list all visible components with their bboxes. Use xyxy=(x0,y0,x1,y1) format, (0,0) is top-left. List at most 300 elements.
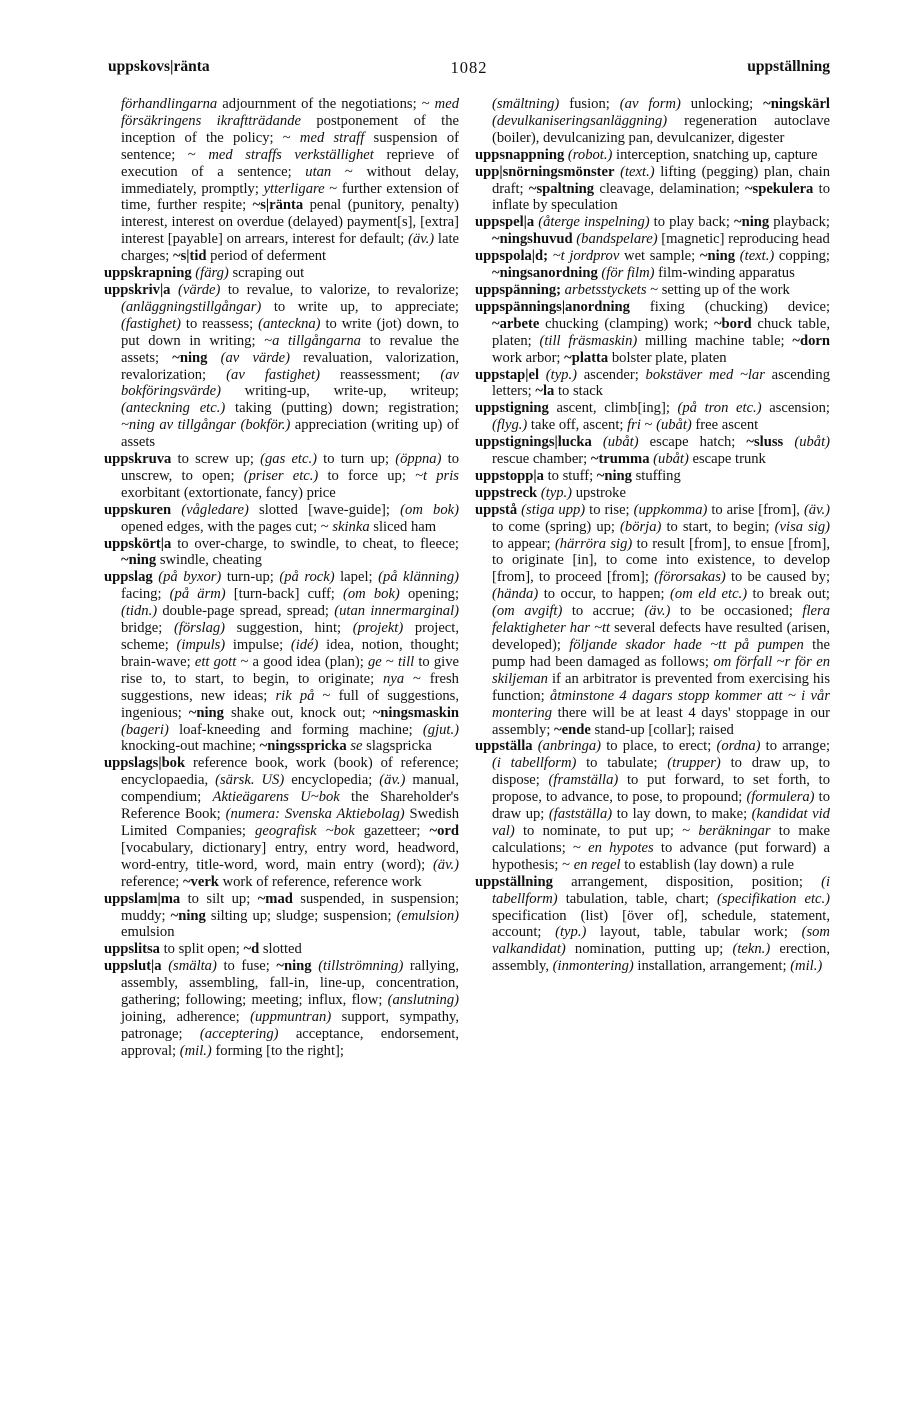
entry-text xyxy=(207,350,220,366)
entry-headword: ~la xyxy=(535,383,555,400)
entry-italic-label: (fastighet) xyxy=(121,315,181,332)
entry-text: milling machine table; xyxy=(637,332,793,349)
entry-headword: ~d xyxy=(243,941,260,958)
entry-italic-label: (färg) xyxy=(195,265,229,282)
entry-headword: uppstopp|a xyxy=(475,467,544,484)
entry-italic-label: (emulsion) xyxy=(396,907,459,924)
page-number: 1082 xyxy=(450,58,488,77)
dictionary-entry xyxy=(104,282,459,451)
entry-text: to nominate, to put up; ~ xyxy=(514,822,699,839)
entry-italic-label: (ubåt) xyxy=(794,434,830,451)
entry-headword: ~ningsanordning xyxy=(492,265,598,282)
entry-italic-label: (idé) xyxy=(290,637,319,653)
entry-italic-label: (anläggningstillgångar) xyxy=(121,298,262,315)
entry-text: suspension of sentence; ~ xyxy=(121,129,459,163)
entry-italic-label: (text.) xyxy=(620,163,655,180)
entry-text: double-page spread, spread; xyxy=(157,603,335,620)
dictionary-entry xyxy=(475,485,830,502)
entry-italic-label: (anteckning etc.) xyxy=(121,400,226,417)
entry-italic-label: (inmontering) xyxy=(552,958,634,975)
dictionary-entry xyxy=(475,282,830,299)
entry-headword: uppstigning xyxy=(475,400,549,417)
entry-text: to revalue, to valorize, to revalorize; xyxy=(220,281,459,298)
entry-text: to give rise to, to start, to begin, to originate; xyxy=(121,653,459,687)
entry-text: work arbor; xyxy=(492,349,565,366)
entry-text: to write (jot) down, to put down in writing; xyxy=(121,315,459,349)
entry-text: project, scheme; xyxy=(121,620,459,653)
dictionary-entry xyxy=(475,96,830,147)
entry-italic-label: ~t pris xyxy=(415,467,459,484)
entry-italic-label: (börja) xyxy=(620,518,662,535)
entry-text: silting up; sludge; suspension; xyxy=(205,907,397,924)
entry-headword: ~ning xyxy=(170,907,206,924)
entry-italic-label: (numera: Svenska Aktiebolag) xyxy=(225,806,405,823)
entry-text: unlocking; xyxy=(680,96,764,112)
entry-italic-label: med försäkringens ikraftträdande xyxy=(121,96,459,129)
entry-italic-label: följande skador hade ~tt på pumpen xyxy=(569,637,804,653)
dictionary-entry xyxy=(475,468,830,485)
entry-headword: uppskriv|a xyxy=(104,281,171,298)
entry-italic-label: (av värde) xyxy=(220,349,290,366)
entry-headword: ~ningsmaskin xyxy=(372,704,459,721)
entry-text: copping; xyxy=(774,248,830,265)
entry-text: Swedish Limited Companies; xyxy=(121,806,460,839)
entry-italic-label: (som valkandidat) xyxy=(492,924,830,958)
entry-text: upstroke xyxy=(572,484,626,501)
entry-headword: ~spaltning xyxy=(528,180,595,197)
entry-text: to rise; xyxy=(585,501,634,518)
entry-headword: ~bord xyxy=(713,315,752,332)
entry-text: layout, table, tabular work; xyxy=(586,924,802,941)
entry-text: stuffing xyxy=(631,467,681,484)
entry-text: slagspricka xyxy=(362,738,432,755)
entry-italic-label: (impuls) xyxy=(176,637,226,653)
entry-italic-label: (öppna) xyxy=(395,451,442,468)
entry-text: playback; xyxy=(769,214,830,231)
entry-text: to turn up; xyxy=(316,451,396,468)
entry-text: ~ xyxy=(381,653,398,670)
entry-headword: ~arbete xyxy=(492,315,540,332)
entry-text: writing-up, write-up, writeup; xyxy=(220,383,459,400)
dictionary-entry xyxy=(104,265,459,282)
entry-text: to break out; xyxy=(747,586,830,603)
entry-text: to lay down, to make; xyxy=(612,806,752,823)
entry-italic-label: (bandspelare) xyxy=(576,231,658,248)
entry-text: stand-up [collar]; raised xyxy=(590,721,734,738)
entry-italic-label: (om bok) xyxy=(400,501,459,518)
entry-headword: ~platta xyxy=(564,349,609,366)
entry-italic-label: (fastställa) xyxy=(548,806,613,823)
entry-text: interception, snatching up, capture xyxy=(612,146,818,163)
entry-italic-label: (ubåt) xyxy=(602,434,639,451)
entry-text: late charges; xyxy=(121,231,459,265)
entry-text: acceptance, endorsement, approval; xyxy=(121,1025,459,1059)
header-guide-word-left: uppskovs|ränta xyxy=(108,58,210,75)
entry-italic-label: (uppmuntran) xyxy=(250,1008,332,1025)
dictionary-entry xyxy=(475,502,830,739)
entry-text xyxy=(539,367,546,383)
dictionary-entry xyxy=(104,502,459,536)
entry-italic-label: (för film) xyxy=(601,265,655,282)
entry-headword: uppskruva xyxy=(104,451,172,468)
entry-italic-label: (gas etc.) xyxy=(260,451,317,468)
entry-headword: ~ning xyxy=(596,467,632,484)
entry-text: the Shareholder's Reference Book; xyxy=(121,789,459,823)
entry-italic-label: (i tabellform) xyxy=(492,755,577,772)
entry-italic-label: (äv.) xyxy=(432,856,459,873)
entry-italic-label: (av form) xyxy=(619,96,681,112)
entry-text: bridge; xyxy=(121,620,174,637)
entry-text: to split open; xyxy=(159,941,244,958)
entry-italic-label: med straff xyxy=(299,129,365,146)
entry-italic-label: (flyg.) xyxy=(492,417,528,434)
entry-italic-label: (utan innermarginal) xyxy=(334,603,460,620)
entry-text: to start, to begin; xyxy=(661,518,775,535)
entry-text: lapel; xyxy=(334,569,379,586)
entry-italic-label: ge xyxy=(367,653,382,670)
entry-italic-label: bokstäver med ~lar xyxy=(645,366,765,383)
entry-headword: uppslitsa xyxy=(104,941,160,958)
entry-text: to put forward, to set forth, to propose, to advance, to pose, to propound; xyxy=(492,772,830,806)
dictionary-entry xyxy=(475,248,830,282)
dictionary-entry xyxy=(475,874,830,975)
entry-italic-label: förhandlingarna xyxy=(121,96,218,112)
entry-italic-label: (på tron etc.) xyxy=(677,400,762,417)
entry-headword: ~ning xyxy=(276,958,312,975)
entry-italic-label: skinka xyxy=(332,518,370,535)
entry-text: to appear; xyxy=(492,535,555,552)
entry-text xyxy=(592,434,603,450)
entry-headword: uppslut|a xyxy=(104,958,162,975)
entry-text: swindle, cheating xyxy=(156,552,262,569)
entry-text: free ascent xyxy=(691,417,759,434)
entry-text: rescue chamber; xyxy=(492,451,591,468)
entry-text: facing; xyxy=(121,586,170,603)
entry-italic-label: (smältning) xyxy=(492,96,560,112)
entry-text: chucking (clamping) work; xyxy=(539,315,714,332)
entry-text: reassessment; xyxy=(319,366,441,383)
entry-text: to draw up; xyxy=(492,789,830,823)
entry-text: arrangement, disposition, position; xyxy=(552,873,822,890)
entry-italic-label: Aktieägarens U~bok xyxy=(212,789,340,806)
entry-italic-label: (uppkomma) xyxy=(633,501,708,518)
entry-text: reference book, work (book) of reference; encyclopaedia, xyxy=(121,755,459,789)
entry-italic-label: (härröra sig) xyxy=(554,535,633,552)
entry-headword: uppspel|a xyxy=(475,214,535,231)
entry-italic-label: ~t jordprov xyxy=(552,248,620,265)
entry-italic-label: (anteckna) xyxy=(258,315,321,332)
entry-text xyxy=(171,502,181,518)
entry-headword: ~ning xyxy=(172,349,208,366)
entry-italic-label: (om bok) xyxy=(343,586,400,603)
entry-italic-label: (återge inspelning) xyxy=(538,214,650,231)
entry-italic-label: ~ning av tillgångar (bokför.) xyxy=(121,417,291,434)
entry-text xyxy=(783,434,794,450)
entry-text: rallying, assembly, assembling, fall-in, line-up, concentration, gathering; following; meeting; influx, flow; xyxy=(121,958,459,1009)
entry-italic-label: (anslutning) xyxy=(387,992,459,1009)
entry-headword: uppslam|ma xyxy=(104,890,181,907)
dictionary-entry xyxy=(104,755,459,890)
entry-headword: uppslags|bok xyxy=(104,755,186,772)
entry-text: reference; xyxy=(121,873,183,890)
entry-italic-label: åtminstone 4 dagars stopp kommer att ~ i vår montering xyxy=(492,687,830,721)
dictionary-entry xyxy=(475,164,830,215)
entry-text: ~ xyxy=(640,417,657,434)
entry-text: ~ full of suggestions, ingenious; xyxy=(121,687,459,721)
entry-text: to place, to erect; xyxy=(601,738,717,755)
entry-text: lifting (pegging) plan, chain draft; xyxy=(492,163,830,197)
entry-headword: uppstignings|lucka xyxy=(475,434,592,451)
entry-italic-label: (ubåt) xyxy=(656,417,692,434)
entry-headword: uppskört|a xyxy=(104,535,172,552)
entry-italic-label: (av bokföringsvärde) xyxy=(121,366,459,400)
entry-italic-label: (bageri) xyxy=(121,721,169,738)
entry-text: fusion; xyxy=(559,96,620,112)
dictionary-entry xyxy=(104,891,459,942)
entry-text: fixing (chucking) device; xyxy=(629,298,830,315)
entry-text: scraping out xyxy=(228,265,305,282)
entry-italic-label: (typ.) xyxy=(555,924,587,941)
entry-headword: uppspännings|anordning xyxy=(475,298,630,315)
entry-text xyxy=(170,282,178,298)
entry-text: escape hatch; xyxy=(638,434,747,451)
entry-text: regeneration autoclave (boiler), devulcanizing pan, devulcanizer, digester xyxy=(492,112,830,146)
entry-italic-label: om förfall ~r för en skiljeman xyxy=(492,653,830,687)
entry-headword: ~ning xyxy=(733,214,770,231)
entry-text: take off, ascent; xyxy=(527,417,628,434)
entry-text: exorbitant (extortionate, fancy) price xyxy=(121,484,336,501)
entry-text: to occur, to happen; xyxy=(538,586,671,603)
entry-text: penal (punitory, penalty) interest, interest on overdue (delayed) payment[s], [extra] interest [payable] on arrears, interest for default; xyxy=(121,197,459,248)
entry-italic-label: (smälta) xyxy=(168,958,217,975)
entry-text: to make calculations; ~ xyxy=(492,822,830,856)
entry-italic-label: (gjut.) xyxy=(422,721,459,738)
entry-text: manual, compendium; xyxy=(121,772,459,806)
entry-italic-label: (äv.) xyxy=(379,772,406,789)
entry-text: bolster plate, platen xyxy=(608,349,727,366)
entry-text: support, sympathy, patronage; xyxy=(121,1008,459,1042)
entry-headword: ~ning xyxy=(121,552,157,569)
entry-text: forming [to the right]; xyxy=(211,1042,344,1059)
entry-italic-label: (devulkaniseringsanläggning) xyxy=(492,112,668,129)
entry-text: wet sample; xyxy=(619,248,700,265)
entry-italic-label: (anbringa) xyxy=(537,738,602,755)
entry-headword: upp|snörningsmönster xyxy=(475,163,615,180)
entry-italic-label: (äv.) xyxy=(803,501,830,518)
entry-italic-label: (vågledare) xyxy=(181,501,249,518)
entry-text: slotted xyxy=(259,941,302,958)
entry-italic-label: med straffs verkställighet xyxy=(208,146,374,163)
entry-text: to write up, to appreciate; xyxy=(261,298,459,315)
entry-text: nomination, putting up; xyxy=(565,941,733,958)
right-column xyxy=(475,96,830,975)
entry-text: turn-up; xyxy=(221,569,280,586)
entry-italic-label: (text.) xyxy=(739,248,775,265)
entry-text: [vocabulary, dictionary] entry, entry word, headword, word-entry, title-word, word, main entry (word); xyxy=(121,839,459,873)
entry-text: to be occasioned; xyxy=(670,603,803,620)
entry-headword: ~ning xyxy=(699,248,736,265)
entry-text: to screw up; xyxy=(171,451,261,468)
entry-italic-label: (värde) xyxy=(177,281,221,298)
dictionary-entry xyxy=(475,299,830,367)
entry-italic-label: (till fräsmaskin) xyxy=(539,332,638,349)
entry-italic-label: (på klänning) xyxy=(378,569,459,586)
entry-italic-label: (typ.) xyxy=(540,484,573,501)
entry-headword: ~sluss xyxy=(746,434,784,451)
left-column xyxy=(104,96,459,1060)
entry-italic-label: en hypotes xyxy=(588,839,654,856)
entry-text: escape trunk xyxy=(688,451,766,468)
dictionary-entry xyxy=(475,400,830,434)
entry-headword: uppsnappning xyxy=(475,146,565,163)
entry-headword: ~dorn xyxy=(792,332,830,349)
entry-headword: ~trumma xyxy=(590,451,650,468)
entry-headword: uppspola|d; xyxy=(475,248,548,265)
entry-text: impulse; xyxy=(225,637,291,653)
entry-text: postponement of the inception of the policy; ~ xyxy=(121,112,459,146)
entry-italic-label: fri xyxy=(627,417,641,434)
entry-text: sliced ham xyxy=(369,518,437,535)
entry-text: film-winding apparatus xyxy=(654,265,795,282)
entry-text: to over-charge, to swindle, to cheat, to fleece; xyxy=(171,535,459,552)
entry-text: to arrange; xyxy=(760,738,831,755)
entry-headword: uppskuren xyxy=(104,501,172,518)
entry-headword: uppslag xyxy=(104,569,153,586)
entry-italic-label: (framställa) xyxy=(548,772,619,789)
entry-headword: ~spekulera xyxy=(744,180,814,197)
entry-text: opened edges, with the pages cut; ~ xyxy=(121,518,333,535)
entry-text: slotted [wave-guide]; xyxy=(248,501,401,518)
entry-text: chuck table, platen; xyxy=(492,315,830,349)
entry-italic-label: ytterligare xyxy=(263,180,325,197)
entry-text: suspended, in suspension; muddy; xyxy=(121,890,460,924)
entry-text: knocking-out machine; xyxy=(121,738,260,755)
entry-italic-label: arbetsstyckets xyxy=(564,281,647,298)
entry-italic-label: (trupper) xyxy=(667,755,721,772)
entry-italic-label: (på ärm) xyxy=(169,586,226,603)
entry-italic-label: (äv.) xyxy=(644,603,671,620)
entry-italic-label: (äv.) xyxy=(408,231,435,248)
entry-text: specification (list) [över of], schedule, statement, account; xyxy=(492,907,830,941)
entry-italic-label: geografisk ~bok xyxy=(255,822,355,839)
entry-text: to fuse; xyxy=(216,958,277,975)
entry-text: to play back; xyxy=(649,214,734,231)
entry-italic-label: (på byxor) xyxy=(158,569,222,586)
entry-italic-label: (visa sig) xyxy=(774,518,830,535)
entry-headword: uppställning xyxy=(475,873,553,890)
entry-headword: ~ningshuvud xyxy=(492,231,573,248)
entry-text: to silt up; xyxy=(180,890,258,907)
entry-text: revaluation, valorization, revalorization; xyxy=(121,349,459,383)
entry-italic-label: (förorsakas) xyxy=(654,569,726,586)
entry-text: idea, notion, thought; brain-wave; xyxy=(121,637,460,670)
entry-text: suggestion, hint; xyxy=(225,620,353,637)
entry-italic-label: (av fastighet) xyxy=(226,366,320,383)
entry-text: encyclopedia; xyxy=(284,772,380,789)
entry-italic-label: (stiga upp) xyxy=(521,501,586,518)
entry-text: to inflate by speculation xyxy=(492,180,830,214)
entry-italic-label: (specifikation etc.) xyxy=(717,890,830,907)
entry-text: ~ setting up of the work xyxy=(646,281,790,298)
entry-text: ascender; xyxy=(576,366,646,383)
running-header xyxy=(108,58,830,82)
entry-italic-label: (acceptering) xyxy=(199,1025,279,1042)
entry-italic-label: flera felaktigheter har ~tt xyxy=(492,603,830,637)
dictionary-entry xyxy=(475,367,830,401)
entry-text: emulsion xyxy=(121,924,175,941)
entry-text: to advance (put forward) a hypothesis; ~ xyxy=(492,839,830,873)
entry-text: period of deferment xyxy=(206,248,327,265)
entry-text: to establish (lay down) a rule xyxy=(620,856,795,873)
entry-headword: uppställa xyxy=(475,738,533,755)
entry-text: loaf-kneeding and forming machine; xyxy=(168,721,423,738)
entry-italic-label: (på rock) xyxy=(279,569,335,586)
entry-text: ascension; xyxy=(761,400,830,417)
entry-italic-label: utan xyxy=(305,163,332,180)
entry-italic-label: (projekt) xyxy=(352,620,404,637)
entry-text: to draw up, to dispose; xyxy=(492,755,831,789)
entry-text: to reassess; xyxy=(181,315,259,332)
entry-headword: ~ord xyxy=(429,822,459,839)
entry-text: ascending letters; xyxy=(492,366,830,400)
entry-text: there will be at least 4 days' stoppage in our assembly; xyxy=(492,704,830,738)
entry-headword: uppspänning; xyxy=(475,281,562,298)
entry-headword: ~ende xyxy=(554,721,591,738)
dictionary-entry xyxy=(104,958,459,1059)
entry-text: opening; xyxy=(399,586,460,603)
entry-text: reprieve of execution of a sentence; xyxy=(121,146,459,180)
entry-text: work of reference, reference work xyxy=(218,873,422,890)
entry-text: ~ a good idea (plan); xyxy=(236,653,368,670)
entry-text: to be caused by; xyxy=(725,569,830,586)
entry-italic-label: (ubåt) xyxy=(653,451,689,468)
entry-text: shake out, knock out; xyxy=(223,704,373,721)
entry-text: adjournment of the negotiations; ~ xyxy=(217,96,435,112)
entry-text: to stack xyxy=(554,383,603,400)
entry-text: ~ further extension of time, further respite; xyxy=(121,180,459,214)
entry-text: ~ without delay, immediately, promptly; xyxy=(121,163,459,197)
entry-italic-label: (särsk. US) xyxy=(215,772,285,789)
entry-italic-label: (hända) xyxy=(492,586,539,603)
entry-text: to come (spring) up; xyxy=(492,518,621,535)
dictionary-entry xyxy=(104,941,459,958)
dictionary-entry xyxy=(104,536,459,570)
entry-text: appreciation (writing up) of assets xyxy=(121,417,460,451)
entry-italic-label: (mil.) xyxy=(179,1042,212,1059)
entry-text: to stuff; xyxy=(543,467,597,484)
header-guide-word-right: uppställning xyxy=(747,58,830,75)
entry-text: the pump had been damaged as follows; xyxy=(492,637,830,670)
entry-italic-label: till xyxy=(397,653,415,670)
entry-italic-label: (typ.) xyxy=(545,366,577,383)
entry-headword: uppstap|el xyxy=(475,366,540,383)
entry-headword: ~s|ränta xyxy=(252,197,304,214)
entry-text: tabulation, table, chart; xyxy=(557,890,718,907)
dictionary-entry xyxy=(475,434,830,468)
entry-text: [magnetic] reproducing head xyxy=(657,231,830,248)
entry-italic-label: (tidn.) xyxy=(121,603,158,620)
entry-italic-label: (förslag) xyxy=(173,620,226,637)
entry-italic-label: (om eld etc.) xyxy=(670,586,748,603)
entry-italic-label: se xyxy=(350,738,363,755)
entry-text: joining, adherence; xyxy=(121,1008,251,1025)
dictionary-entry xyxy=(104,96,459,265)
entry-italic-label: beräkningar xyxy=(698,822,771,839)
entry-text: taking (putting) down; registration; xyxy=(225,400,459,417)
entry-text: to unscrew, to open; xyxy=(121,451,459,484)
entry-text: cleavage, delamination; xyxy=(594,180,745,197)
entry-text: to arise [from], xyxy=(707,501,804,518)
